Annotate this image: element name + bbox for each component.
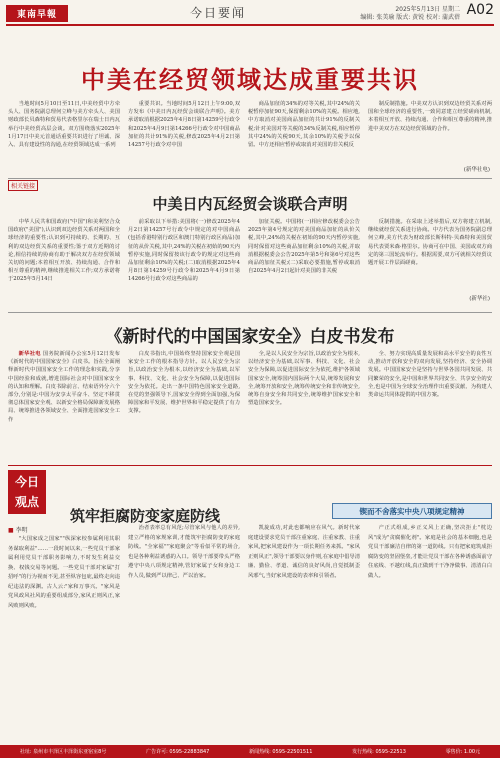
article2-col3: 加征关税。中国将(一)相应修改税委会公告2025年第4号规定的对美国商品加征的从价关税,其中,24%的关税在初始的90天内暂停实施,同时保留对这些商品加征剩余10%的关税,并取消根据税委会公告2025年第5号和第6号对这些商品的加征关税;(二)采取必要措施,暂停或取消自2025年4月2日起针对美国的非关税 bbox=[248, 219, 360, 275]
article1-credit: (新华社电) bbox=[463, 167, 490, 173]
article4-col1: "大国家成之国家""纵深家校参属利用其职务谋取利益"……一段时间以来,一些党员干部家属利用党员干部职务影响力,不时发生利益交换、权钱交易等问题。一些党员干部对家属"打招呼"的行为视而不见,甚至纵容包庇,最终走向违纪违法的深渊。古人云:"家和万事兴。"家风是党风政风社风的重要组成部分,家风正则风正,家风败则风败。 bbox=[8, 536, 120, 609]
footer-news-tel: 新闻热线: 0595-22501511 bbox=[249, 749, 313, 755]
article2-col4: 反制措施。在采取上述举措后,双方将建立机制,继续就经贸关系进行协商。中方代表为国务院副总理何立峰,美方代表为财政部长斯科特·贝森特和美国贸易代表贾米森·格里尔。协商可在中国、美国或双方商定的第三国轮流举行。根据需要,双方可就相关经贸议题开展工作层面磋商。 bbox=[368, 219, 492, 267]
article3-col3: 全,是以人民安全为宗旨,以政治安全为根本,以经济安全为基础,以军事、科技、文化、社会安全为保障,以促进国际安全为依托,维护各领域国家安全,统筹国内国际两个大局,统筹发展和安全,统筹开放和安全,统筹传统安全和非传统安全,统筹自身安全和共同安全,统筹维护国家安全和塑造国家安全。 bbox=[248, 351, 360, 407]
article3-col4: 全、努力实现高质量发展和高水平安全的良性互动,推动开放和安全的双向发展,坚持经济、安全协调发展。中国国家安全是坚持与世界各国共同发展、共同繁荣的安全,是中国和世界共同安全、共享安全的安全,也是中国为全球安全治理作出重要贡献、为构建人类命运共同体提供的中国方案。 bbox=[368, 351, 492, 399]
article2-col2: 前采取以下举措:美国将(一)修改2025年4月2日第14257号行政令中规定的对中国商品(包括香港特别行政区和澳门特别行政区商品)加征的从价关税,其中,24%的关税在初始的90天内暂停实施,同时保留按该行政令的规定对这些商品加征剩余10%的关税;(二)取消根据2025年4月8日第14259号行政令和2025年4月9日第14266号行政令对这些商品的 bbox=[128, 219, 240, 283]
footer-price: 零售价: 1.00元 bbox=[445, 749, 481, 755]
article1-col1: 当地时间5月10日至11日,中美经贸中方牵头人、国务院副总理何立峰与美方牵头人、美国财政部长贝森特和贸易代表格里尔在瑞士日内瓦举行中美经贸高层会谈。双方围绕落实2025年1月17日中美元首通话重要共识进行了坦诚、深入、具有建设性的沟通,在经贸领域达成一系列 bbox=[8, 101, 120, 149]
article3-col2: 白皮书指出,中国始终坚持国家安全观是国家安全工作的根本指导方针。以人民安全为宗旨,以政治安全为根本,以经济安全为基础,以军事、科技、文化、社会安全为保障,以促进国际安全为依托。走出一条中国特色国家安全道路,在党的坚强领导下,国家安全得到全面加强,为保障国家和平发展、维护世界和平稳定提供了有力支撑。 bbox=[128, 351, 240, 415]
article3-headline: 《新时代的中国国家安全》白皮书发布 bbox=[105, 327, 395, 347]
article2-headline: 中美日内瓦经贸会谈联合声明 bbox=[152, 195, 348, 213]
masthead-logo: 東南早報 bbox=[6, 5, 68, 22]
issue-date: 2025年5月13日 星期二 bbox=[395, 6, 460, 13]
article1-col2: 重要共识。当地时间5月12日上午9:00,双方发布《中美日内瓦经贸会谈联合声明》。美方承诺取消根据2025年4月8日第14259号行政令和2025年4月9日第14266号行政令对中国商品加征的共计91%的关税,修改2025年4月2日第14257号行政令对中国 bbox=[128, 101, 240, 149]
article3-col1 bbox=[8, 350, 120, 456]
article3-col1-text: 国务院新闻办公室5月12日发布《新时代的中国国家安全》白皮书。旨在全面阐释新时代中国国家安全工作的理念和实践,分享中国经验和成就,增进国际社会对中国国家安全的认知和理解。白皮书除前言、结束语外分六个部分,分别是:中国为安享太平奋斗、坚定不移贯彻总体国家安全观、以新安全格局保障新发展格局、统筹推进各领域安全、全面推进国家安全工作 bbox=[8, 351, 120, 423]
section-name: 今日要闻 bbox=[190, 6, 247, 20]
divider bbox=[8, 312, 492, 313]
editors-credit: 编辑: 张美瑜 版式: 黄锐 校对: 蒲武蓓 bbox=[360, 14, 460, 21]
article4-col3: 凯旋成功,对此也都响应在风气。新时代家庭建设要求党员干部注重家庭、注重家教、注重家风,把家风建设作为一项长期任务来抓。"家风正则风正",领导干部要以身作则,在家庭中倡导清廉、勤俭、孝道、诚信的良好风尚,自觉抵制歪风邪气,当好家风建设的表率和引领者。 bbox=[248, 525, 360, 579]
article4-col4: 产正式组成,乡正义风上正确,坚决拒止"枕边风"成为"贪腐催化剂"。家庭是社会的基本细胞,也是党员干部廉洁自律的第一道防线。只有把家庭筑成拒腐防变的坚固堡垒,才能让党员干部在各种诱惑面前守住底线、不越红线,真正做到干干净净做事、清清白白做人。 bbox=[368, 525, 492, 579]
article4-col2: 治者表率总有风范;尽管家风与他人的差异,建立严格的家规家训,才能筑牢拒腐防变的家庭防线。"全家福""家庭聚会"等看似平常的场合,也是各种利益诱惑的入口。领导干部要带头严格遵守中央八项规定精神,管好家属子女和身边工作人员,做到严以律己、严以治家。 bbox=[128, 525, 240, 579]
article1-col3: 商品加征的34%的对等关税,其中24%的关税暂停加征90天,保留剩余10%的关税。相应地,中方取消对美国商品加征的共计91%的反制关税;针对美国对等关税的34%反制关税,相应暂停其中24%的关税90天,其余10%的关税予以保留。中方还相应暂停或取消对美国的非关税反 bbox=[248, 101, 360, 149]
badge-line1: 今日 bbox=[14, 475, 39, 489]
footer-bar bbox=[0, 745, 500, 758]
side-banner: 锲而不舍落实中央八项规定精神 bbox=[332, 503, 492, 519]
divider bbox=[8, 178, 492, 179]
related-link-tag: 相关链接 bbox=[8, 180, 38, 191]
author-icon: ■ bbox=[8, 527, 14, 534]
footer-ad-tel: 广告许可: 0595-22883847 bbox=[146, 749, 210, 755]
footer-sub-tel: 发行热线: 0595-22513 bbox=[352, 749, 406, 755]
article2-credit: (新华社) bbox=[469, 296, 490, 302]
article1-col4: 制反制措施。中美双方认识到双边经贸关系对两国和全球经济的重要性,一致同意建立经贸磋商机制,本着相互开放、持续沟通、合作和相互尊重的精神,推进中美双方在双边经贸领域的合作。 bbox=[368, 101, 492, 132]
page-number: A02 bbox=[466, 2, 494, 18]
header-rule bbox=[6, 24, 494, 26]
footer-address: 社址: 泉州市丰泽区丰泽街东亚宿室8号 bbox=[19, 749, 107, 755]
author-name: 李明 bbox=[15, 527, 28, 534]
article2-col1: 中华人民共和国政府("中国")和美利坚合众国政府("美国"),认识到双边经贸关系对两国和全球经济的重要性;认识到可持续的、长期的、互利的双边经贸关系的重要性;鉴于双方近期的讨论,相信持续的协商有助于解决双方在经贸领域关切的问题;本着相互开放、持续沟通、合作和相互尊重的精神,继续推进相关工作;双方承诺将于2025年5月14日 bbox=[8, 219, 120, 283]
author-line bbox=[8, 525, 28, 534]
article1-headline: 中美在经贸领域达成重要共识 bbox=[81, 65, 419, 94]
divider bbox=[8, 465, 492, 466]
badge-line2: 观点 bbox=[14, 495, 39, 509]
article4-headline: 筑牢拒腐防变家庭防线 bbox=[70, 507, 221, 525]
article3-lead: 新华社电 bbox=[18, 351, 41, 357]
today-viewpoint-badge bbox=[8, 470, 46, 514]
